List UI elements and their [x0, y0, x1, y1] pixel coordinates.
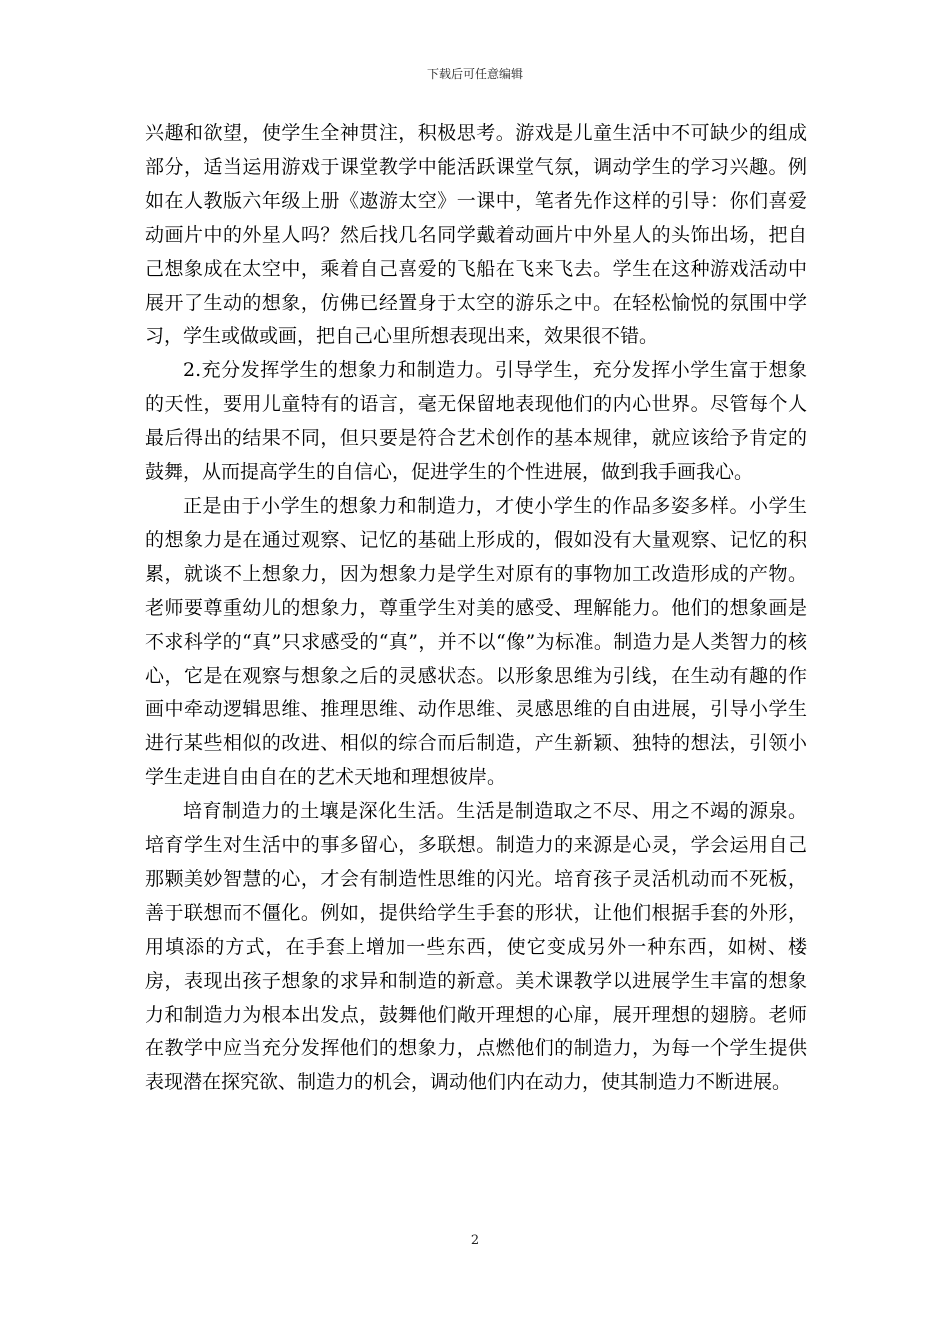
- paragraph-imagination: 正是由于小学生的想象力和制造力，才使小学生的作品多姿多样。小学生的想象力是在通过观察、记忆的基础上形成的，假如没有大量观察、记忆的积累，就谈不上想象力，因为想象力是学生对原有的事物加工改造形成的产物。老师要尊重幼儿的想象力，尊重学生对美的感受、理解能力。他们的想象画是不求科学的“真”只求感受的“真”，并不以“像”为标准。制造力是人类智力的核心，它是在观察与想象之后的灵感状态。以形象思维为引线，在生动有趣的作画中牵动逻辑思维、推理思维、动作思维、灵感思维的自由进展，引导小学生进行某些相似的改进、相似的综合而后制造，产生新颖、独特的想法，引领小学生走进自由自在的艺术天地和理想彼岸。: [145, 494, 807, 789]
- paragraph-point-2: 2.充分发挥学生的想象力和制造力。引导学生，充分发挥小学生富于想象的天性，要用儿童特有的语言，毫无保留地表现他们的内心世界。尽管每个人最后得出的结果不同，但只要是符合艺术创作的基本规律，就应该给予肯定的鼓舞，从而提高学生的自信心，促进学生的个性进展，做到我手画我心。: [145, 359, 807, 484]
- page-number: 2: [470, 1233, 480, 1248]
- document-body: [145, 117, 807, 1100]
- page-header: 下载后可任意编辑: [426, 67, 523, 81]
- paragraph-creativity: 培育制造力的土壤是深化生活。生活是制造取之不尽、用之不竭的源泉。培育学生对生活中的事多留心，多联想。制造力的来源是心灵，学会运用自己那颗美妙智慧的心，才会有制造性思维的闪光。培育孩子灵活机动而不死板，善于联想而不僵化。例如，提供给学生手套的形状，让他们根据手套的外形，用填添的方式，在手套上增加一些东西，使它变成另外一种东西，如树、楼房，表现出孩子想象的求异和制造的新意。美术课教学以进展学生丰富的想象力和制造力为根本出发点，鼓舞他们敞开理想的心扉，展开理想的翅膀。老师在教学中应当充分发挥他们的想象力，点燃他们的制造力，为每一个学生提供表现潜在探究欲、制造力的机会，调动他们内在动力，使其制造力不断进展。: [145, 800, 807, 1094]
- paragraph-continued: 兴趣和欲望，使学生全神贯注，积极思考。游戏是儿童生活中不可缺少的组成部分，适当运用游戏于课堂教学中能活跃课堂气氛，调动学生的学习兴趣。例如在人教版六年级上册《遨游太空》一课中，笔者先作这样的引导：你们喜爱动画片中的外星人吗？然后找几名同学戴着动画片中外星人的头饰出场，把自己想象成在太空中，乘着自己喜爱的飞船在飞来飞去。学生在这种游戏活动中展开了生动的想象，仿佛已经置身于太空的游乐之中。在轻松愉悦的氛围中学习，学生或做或画，把自己心里所想表现出来，效果很不错。: [145, 122, 807, 348]
